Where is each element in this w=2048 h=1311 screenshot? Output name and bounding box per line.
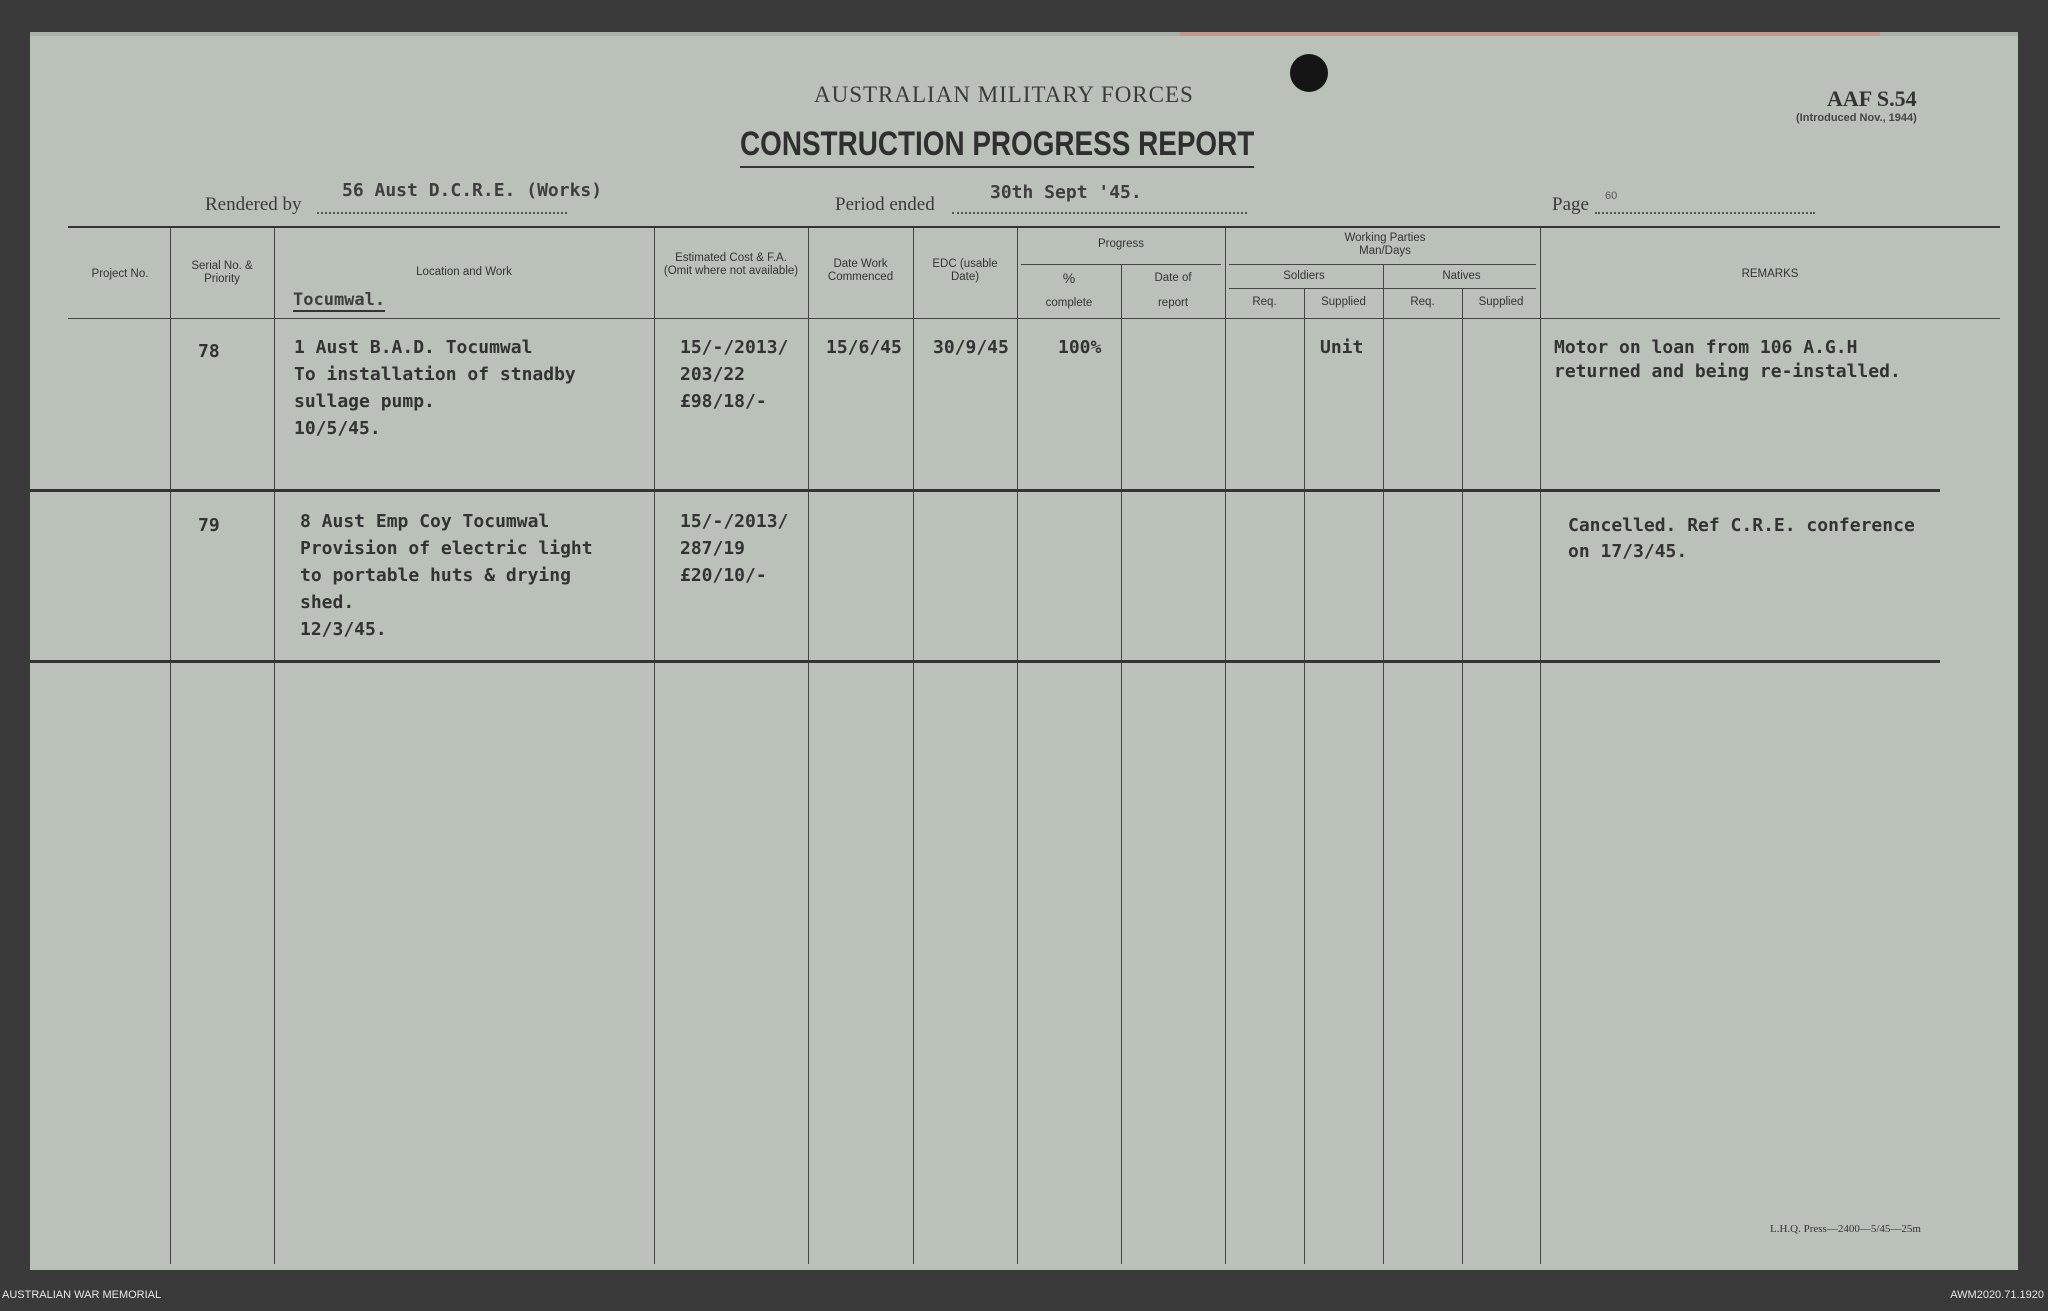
period-ended-label: Period ended — [835, 194, 935, 215]
column-divider — [1225, 228, 1226, 1264]
form-introduced-date: (Introduced Nov., 1944) — [1796, 112, 1917, 124]
rendered-by-label: Rendered by — [205, 194, 302, 215]
column-divider — [1383, 264, 1384, 1264]
row2-work-line: shed. — [300, 592, 355, 613]
row2-cost-line: 15/-/2013/ — [680, 511, 789, 532]
column-divider — [1121, 264, 1122, 1264]
header-complete: complete — [1045, 297, 1093, 309]
column-divider — [1462, 288, 1463, 1264]
row1-work-line: 1 Aust B.A.D. Tocumwal — [294, 337, 533, 358]
header-serial-no: Serial No. & Priority — [191, 260, 253, 285]
red-edge-mark — [1180, 32, 1880, 36]
row1-work-line: 10/5/45. — [294, 418, 381, 439]
header-edc: EDC (usable Date) — [932, 258, 998, 283]
header-natives-req: Req. — [1410, 296, 1435, 308]
header-estimated-cost: Estimated Cost & F.A. (Omit where not available) — [663, 252, 799, 277]
rendered-by-value: 56 Aust D.C.R.E. (Works) — [342, 180, 603, 201]
page-label: Page — [1552, 194, 1589, 215]
working-parties-subheader-rule — [1229, 264, 1536, 265]
period-ended-dots — [952, 212, 1247, 214]
page-value: 60 — [1605, 190, 1618, 202]
column-divider — [1540, 228, 1541, 1264]
row-separator — [30, 660, 1940, 663]
row1-soldiers-supplied: Unit — [1320, 337, 1364, 358]
column-divider — [274, 228, 275, 1264]
row1-cost-line: £98/18/- — [680, 391, 767, 412]
header-date-commenced: Date Work Commenced — [827, 258, 894, 283]
header-date-of: Date of — [1154, 272, 1192, 284]
header-natives-supplied: Supplied — [1478, 296, 1524, 308]
row2-cost-line: 287/19 — [680, 538, 746, 559]
row2-work-line: 8 Aust Emp Coy Tocumwal — [300, 511, 550, 532]
row1-serial: 78 — [198, 341, 220, 362]
header-soldiers-supplied: Supplied — [1321, 296, 1366, 308]
column-divider — [808, 228, 809, 1264]
row2-work-line: Provision of electric light — [300, 538, 593, 559]
printer-code: L.H.Q. Press—2400—5/45—25m — [1770, 1223, 1921, 1235]
row2-serial: 79 — [198, 515, 220, 536]
row1-remarks-line: returned and being re-installed. — [1554, 361, 1901, 382]
row2-remarks-line: on 17/3/45. — [1568, 541, 1688, 562]
column-divider — [170, 228, 171, 1264]
header-natives: Natives — [1442, 270, 1481, 282]
row2-remarks-line: Cancelled. Ref C.R.E. conference — [1568, 515, 1915, 536]
page-dots — [1595, 212, 1815, 214]
header-progress: Progress — [1097, 238, 1145, 250]
row-separator — [30, 489, 1940, 492]
header-pct-symbol: % — [1062, 270, 1076, 286]
header-location-work: Location and Work — [416, 266, 512, 278]
row1-remarks-line: Motor on loan from 106 A.G.H — [1554, 337, 1858, 358]
row1-date-commenced: 15/6/45 — [826, 337, 902, 358]
form-title: CONSTRUCTION PROGRESS REPORT — [740, 125, 1254, 168]
archive-reference: AWM2020.71.1920 — [1950, 1289, 2044, 1301]
progress-subheader-rule — [1021, 264, 1221, 265]
row2-cost-line: £20/10/- — [680, 565, 767, 586]
header-report: report — [1157, 297, 1189, 309]
column-divider — [913, 228, 914, 1264]
column-divider — [1304, 288, 1305, 1264]
row1-cost-line: 203/22 — [680, 364, 746, 385]
row1-pct-complete: 100% — [1058, 337, 1102, 358]
row1-edc: 30/9/45 — [933, 337, 1009, 358]
header-bottom-rule — [68, 318, 2000, 319]
punch-hole — [1290, 54, 1328, 92]
form-code: AAF S.54 — [1827, 86, 1917, 111]
row1-work-line: To installation of stnadby — [294, 364, 576, 385]
row2-work-line: 12/3/45. — [300, 619, 387, 640]
header-project-no: Project No. — [91, 268, 149, 280]
form-heading: AUSTRALIAN MILITARY FORCES — [814, 82, 1194, 107]
table-top-rule — [68, 226, 2000, 228]
row2-work-line: to portable huts & drying — [300, 565, 571, 586]
report-form-sheet — [30, 32, 2018, 1270]
rendered-by-dots — [317, 212, 567, 214]
period-ended-value: 30th Sept '45. — [990, 182, 1142, 203]
header-remarks: REMARKS — [1741, 268, 1799, 280]
header-soldiers-req: Req. — [1252, 296, 1277, 308]
soldiers-natives-subheader-rule — [1229, 288, 1536, 289]
column-divider — [1017, 228, 1018, 1264]
row1-cost-line: 15/-/2013/ — [680, 337, 789, 358]
row1-work-line: sullage pump. — [294, 391, 435, 412]
header-working-parties: Working Parties Man/Days — [1344, 232, 1426, 257]
archive-caption: AUSTRALIAN WAR MEMORIAL — [2, 1289, 162, 1301]
header-location-name: Tocumwal. — [293, 290, 386, 310]
header-soldiers: Soldiers — [1283, 270, 1325, 282]
column-divider — [654, 228, 655, 1264]
